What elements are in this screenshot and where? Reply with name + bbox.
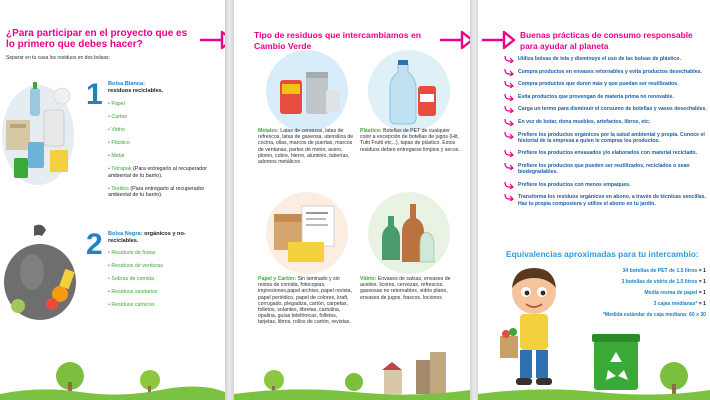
bag-2-list — [108, 250, 220, 315]
list-item: • Residuos de frutas — [108, 250, 156, 256]
list-item: • Vidrio — [108, 126, 125, 133]
tip-item: Utiliza bolsas de tela y disminuye el uso de las bolsas de plástico. — [504, 56, 708, 62]
list-item: • Residuos cárnicos — [108, 301, 155, 308]
recycle-bin-icon — [590, 330, 642, 392]
panel-left-title: ¿Para participar en el proyecto que es lo primero que debes hacer? — [6, 28, 188, 50]
grass-trees-decoration — [0, 330, 225, 400]
pink-arrow-icon — [504, 55, 514, 63]
panel-right — [478, 0, 710, 400]
plastic-image — [368, 50, 450, 132]
pink-arrow-icon — [504, 181, 514, 189]
panel-middle-title: Tipo de residuos que intercambiamos en Cambio Verde — [254, 30, 421, 51]
list-item: • Tetrapak (Para entregarlo al recuperador ambiental de tu barrio). — [108, 165, 207, 179]
organic-waste-bag-illustration — [0, 222, 80, 322]
equivalence-row: 34 botellas de PET de 1.5 litros = 1 — [622, 268, 706, 274]
bag-1-title — [108, 81, 208, 95]
bag-1-number: 1 — [86, 78, 103, 111]
list-item: • Residuos sanitarios — [108, 288, 158, 295]
tip-item: Prefiere los productos orgánicos por la salud ambiental y propia. Conoce el historial de la empresa a quien le compras los productos. — [504, 132, 708, 144]
tip-item: Prefiere los productos que pueden ser reutilizados, reciclados o sean biodegradables. — [504, 163, 708, 175]
list-item: • Metal — [108, 152, 125, 159]
glass-label: Vidrio: — [360, 276, 377, 282]
list-item: • Sobras de comida — [108, 275, 155, 282]
metals-label: Metales: — [258, 128, 279, 134]
pink-arrow-icon — [504, 105, 514, 113]
tip-item: Transforma los residuos orgánicos en abono, a través de técnicas sencillas. Haz tu propia compostera y utilize el abono en tu jardín. — [504, 194, 708, 206]
city-grass-decoration — [234, 330, 470, 400]
glass-block — [360, 276, 462, 301]
bag-1-title-label: Bolsa Blanca: — [108, 81, 145, 87]
bag-2-subtitle: orgánicos y no-reciclables. — [108, 231, 186, 244]
bag-2-number: 2 — [86, 228, 103, 261]
metals-text: Latas de cervezas, latas de refrescos, latas de gaseosa, utensilios de cocina, ollas, marcos de puertas, marcos de ventanas, partes de motor, acero, plomo, cobre, hierro, aluminio, tuberías, adornos metálicos — [258, 128, 354, 166]
pink-arrow-icon — [504, 131, 514, 139]
metals-image — [266, 50, 348, 132]
boy-character-illustration — [498, 264, 568, 394]
bag-1-list — [108, 101, 220, 205]
pink-arrow-icon — [504, 162, 514, 170]
tip-item: Evita productos que provengan de materia prima no renovable. — [504, 94, 708, 100]
bag-2-title — [108, 231, 208, 245]
recyclable-waste-illustration — [0, 70, 78, 190]
fold-divider — [225, 0, 234, 400]
plastic-label: Plástico: — [360, 128, 382, 134]
plastic-text: Botellas de PET de cualquier color a excepción de botellas de jugos (Hit, Tutti Frutti etc...), tapas de plástico. Estos residuos deben entregarse limpios y secos. — [360, 128, 460, 153]
list-item: • Plástico — [108, 139, 130, 146]
equivalence-row: Media resma de papel = 1 — [644, 290, 706, 296]
equivalences-title: Equivalencias aproximadas para tu intercambio: — [506, 249, 699, 259]
paper-block — [258, 276, 354, 326]
pink-arrow-icon — [504, 118, 514, 126]
equivalence-row: 3 cajas medianas* = 1 — [653, 301, 706, 307]
pink-arrow-icon — [504, 93, 514, 101]
tips-list — [504, 56, 708, 213]
glass-image — [368, 192, 450, 274]
pink-arrow-icon — [480, 26, 516, 54]
tip-item: Compra productos en envases retornables y evita productos desechables. — [504, 69, 708, 75]
tip-item: Prefiere los productos con menos empaques. — [504, 182, 708, 188]
bag-1-subtitle: residuos reciclables. — [108, 88, 164, 94]
panel-left-intro: Separar en tu casa los residuos en dos bolsas: — [6, 55, 110, 61]
metals-block — [258, 128, 354, 165]
pink-arrow-icon — [198, 26, 225, 54]
pink-arrow-icon — [504, 149, 514, 157]
tip-item: Carga un termo para disminuir el consumo de botellas y vasos desechables. — [504, 106, 708, 112]
pink-arrow-icon — [504, 68, 514, 76]
panel-left — [0, 0, 225, 400]
paper-label: Papel y Cartón: — [258, 276, 297, 282]
tip-item: En vez de botar, dona muebles, artefactos, libros, etc. — [504, 119, 708, 125]
panel-middle — [234, 0, 470, 400]
bag-2-title-label: Bolsa Negra: — [108, 231, 143, 237]
pink-arrow-icon — [504, 193, 514, 201]
plastic-block — [360, 128, 462, 153]
paper-image — [266, 192, 348, 274]
paper-text: Sin laminado y sin restos de comida, fotocopias, impresiones,papel archivo, papel revista, papel periódico, papel de colores, kraft, corrugado, plegadiza, cartón, carpetas, folletos, volantes, libretas, cartulina, opalina, guías telefónicas, folletos, tarjetas, libros, rollos de cartón, revistas. — [258, 276, 353, 326]
pink-arrow-icon — [504, 80, 514, 88]
tip-item: Compra productos que duren más y que puedan ser reutilizados. — [504, 81, 708, 87]
tip-item: Prefiere los productos envasados y/o elaborados con material reciclado. — [504, 150, 708, 156]
list-item: • Carton — [108, 113, 128, 120]
list-item: • Papel — [108, 101, 125, 107]
equivalence-row: *Medida estándar de caja mediana: 60 x 30 — [602, 312, 706, 318]
glass-text: Envases de salsas, envases de aceites, licores, cervezas, refrescos, gaseosas no retornables, vidrio plano, envases de jugos, frascos, lociones — [360, 276, 451, 301]
list-item: • Residuos de verduras — [108, 262, 163, 269]
list-item: • Textiles (Para entregarlo al recuperador ambiental de tu barrio). — [108, 185, 205, 199]
panel-right-title: Buenas prácticas de consumo responsable para ayudar al planeta — [520, 30, 693, 51]
equivalence-row: 3 botellas de vidrio de 1.5 litros = 1 — [621, 279, 706, 285]
